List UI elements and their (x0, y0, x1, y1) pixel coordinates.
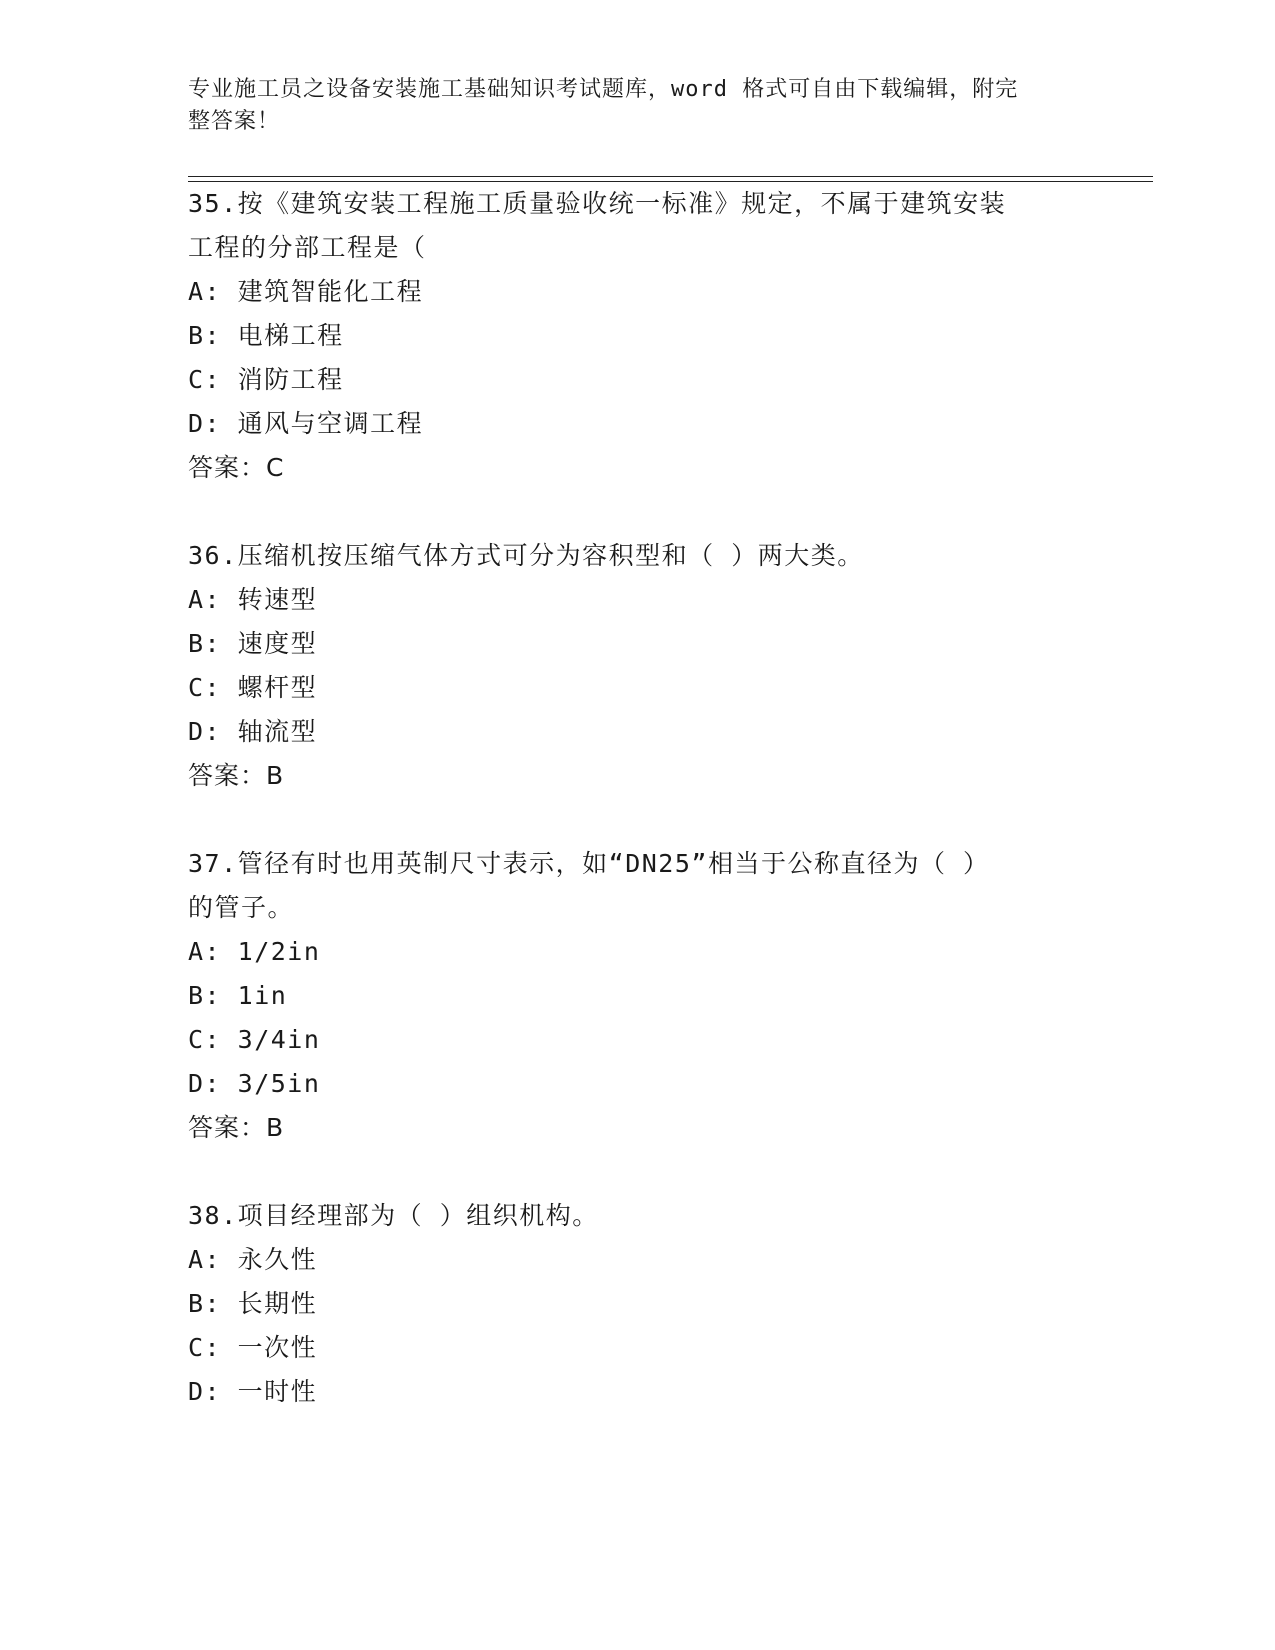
question-35-option-c: C: 消防工程 (188, 365, 344, 394)
question-35-stem-line-2: 工程的分部工程是（ (188, 233, 427, 262)
question-36-option-b: B: 速度型 (188, 629, 318, 658)
document-header (188, 74, 1068, 138)
question-35-option-b: B: 电梯工程 (188, 321, 344, 350)
question-36-stem-line-1: 36.压缩机按压缩气体方式可分为容积型和（ ）两大类。 (188, 541, 864, 570)
question-37-option-d: D: 3/5in (188, 1069, 321, 1098)
question-36-option-a: A: 转速型 (188, 585, 318, 614)
question-35-option-d: D: 通风与空调工程 (188, 409, 424, 438)
question-37-stem-line-1: 37.管径有时也用英制尺寸表示，如“DN25”相当于公称直径为（ ） (188, 849, 990, 878)
question-37-stem-line-2: 的管子。 (188, 893, 295, 922)
question-37-option-b: B: 1in (188, 981, 288, 1010)
question-38-option-d: D: 一时性 (188, 1377, 318, 1406)
header-divider-bottom (188, 181, 1153, 182)
question-37-option-c: C: 3/4in (188, 1025, 321, 1054)
question-36-answer: 答案：B (188, 761, 285, 790)
header-divider-top (188, 176, 1153, 177)
header-line-2: 整答案！ (188, 109, 281, 134)
question-35-option-a: A: 建筑智能化工程 (188, 277, 424, 306)
header-line-1: 专业施工员之设备安装施工基础知识考试题库，word 格式可自由下载编辑，附完 (188, 77, 1019, 102)
question-38-stem-line-1: 38.项目经理部为（ ）组织机构。 (188, 1201, 599, 1230)
question-37-answer: 答案：B (188, 1113, 285, 1142)
question-36-option-d: D: 轴流型 (188, 717, 318, 746)
question-35-answer: 答案：C (188, 453, 285, 482)
question-38-option-b: B: 长期性 (188, 1289, 318, 1318)
question-38-option-a: A: 永久性 (188, 1245, 318, 1274)
question-37-option-a: A: 1/2in (188, 937, 321, 966)
question-35-stem-line-1: 35.按《建筑安装工程施工质量验收统一标准》规定，不属于建筑安装 (188, 189, 1007, 218)
question-38-option-c: C: 一次性 (188, 1333, 318, 1362)
question-36-option-c: C: 螺杆型 (188, 673, 318, 702)
